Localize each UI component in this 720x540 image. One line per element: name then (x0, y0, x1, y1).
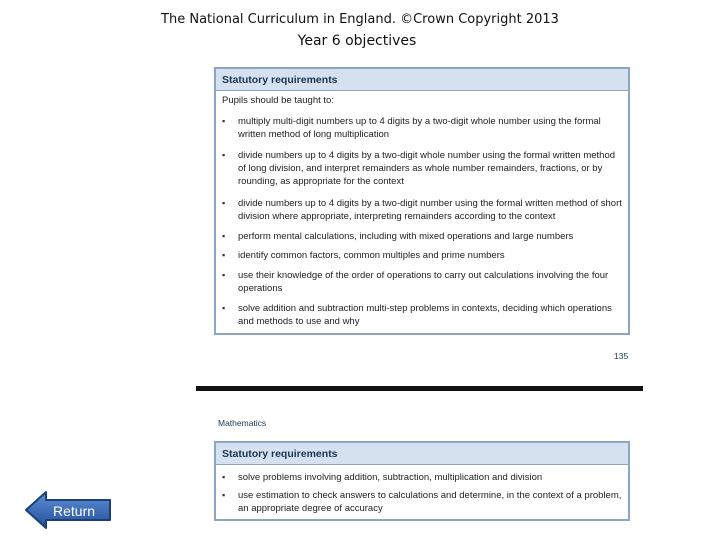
list-item-text: multiply multi-digit numbers up to 4 digits by a two-digit whole number using the formal written method of long multiplication (238, 116, 601, 140)
list-item-text: use their knowledge of the order of operations to carry out calculations involving the four operations (238, 270, 609, 294)
bullet-icon: ▪ (222, 472, 226, 482)
panel-intro: Pupils should be taught to: (222, 95, 334, 106)
list-item-text: solve problems involving addition, subtraction, multiplication and division (238, 472, 543, 483)
bullet-icon: ▪ (222, 490, 226, 500)
panel-heading: Statutory requirements (216, 69, 628, 91)
list-item-text: use estimation to check answers to calculations and determine, in the context of a problem, an appropriate degree of accuracy (238, 490, 622, 514)
list-item-text: perform mental calculations, including with mixed operations and large numbers (238, 231, 574, 242)
panel-heading: Statutory requirements (216, 443, 628, 465)
list-item-text: divide numbers up to 4 digits by a two-digit number using the formal written method of short division where appropriate, interpreting remainders according to the context (238, 198, 622, 222)
page-divider (196, 386, 643, 391)
return-button-label: Return (53, 503, 96, 519)
return-button[interactable] (24, 490, 114, 530)
list-item-text: solve addition and subtraction multi-step problems in contexts, deciding which operations and methods to use and why (238, 303, 612, 327)
copyright-line: The National Curriculum in England. ©Crown Copyright 2013 (161, 12, 559, 27)
bullet-icon: ▪ (222, 250, 226, 260)
list-item-text: identify common factors, common multiples and prime numbers (238, 250, 505, 261)
page-subtitle: Year 6 objectives (297, 33, 417, 49)
bullet-icon: ▪ (222, 198, 226, 208)
bullet-icon: ▪ (222, 150, 226, 160)
bullet-icon: ▪ (222, 270, 226, 280)
list-item-text: divide numbers up to 4 digits by a two-digit whole number using the formal written method of long division, and interpret remainders as whole number remainders, fractions, or by rounding, as appropriate for the context (238, 150, 616, 187)
section-label: Mathematics (218, 418, 267, 428)
statutory-requirements-panel-2 (214, 441, 630, 521)
page-number: 135 (614, 351, 629, 361)
statutory-requirements-panel (214, 67, 630, 335)
bullet-icon: ▪ (222, 116, 226, 126)
bullet-icon: ▪ (222, 231, 226, 241)
bullet-icon: ▪ (222, 303, 226, 313)
